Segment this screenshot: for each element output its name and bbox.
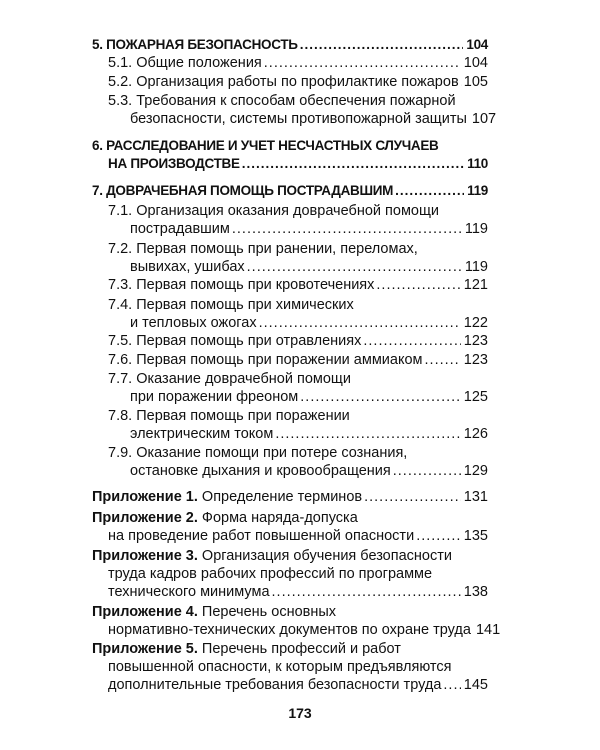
leader-dots bbox=[425, 351, 461, 369]
toc-entry-title-line-1: 7.4. Первая помощь при химических bbox=[108, 297, 354, 313]
toc-page-number: 104 bbox=[466, 37, 488, 52]
appendix-title-line-1: Организация обучения безопасности bbox=[201, 548, 452, 564]
toc-page-number: 145 bbox=[463, 677, 488, 693]
leader-dots bbox=[232, 220, 462, 238]
toc-entry-title-line-1: 6. РАССЛЕДОВАНИЕ И УЧЕТ НЕСЧАСТНЫХ СЛУЧАЕВ bbox=[92, 138, 439, 153]
toc-page-number: 138 bbox=[463, 584, 488, 600]
leader-dots bbox=[242, 155, 464, 173]
toc-page-number: 105 bbox=[463, 74, 488, 90]
toc-entry-title-line-2: при поражении фреоном bbox=[130, 389, 299, 405]
page-number: 173 bbox=[288, 705, 312, 721]
leader-dots bbox=[247, 258, 462, 276]
appendix-title: Определение терминов bbox=[201, 489, 363, 505]
toc-entry-title-line-2: вывихах, ушибах bbox=[130, 259, 245, 275]
leader-dots bbox=[363, 332, 460, 350]
toc-entry-title: 5.2. Организация работы по профилактике пожаров bbox=[108, 74, 459, 90]
leader-dots bbox=[300, 36, 464, 54]
leader-dots bbox=[443, 676, 460, 694]
toc-entry-title-line-2: НА ПРОИЗВОДСТВЕ bbox=[108, 156, 240, 171]
appendix-title-line-1: Перечень основных bbox=[201, 604, 337, 620]
toc-entry-title-line-1: 5.3. Требования к способам обеспечения пожарной bbox=[108, 93, 456, 109]
appendix-label: Приложение 5. bbox=[92, 641, 198, 657]
appendix-title-line-3: технического минимума bbox=[108, 584, 270, 600]
toc-page-number: 119 bbox=[464, 259, 488, 275]
appendix-label: Приложение 4. bbox=[92, 604, 198, 620]
leader-dots bbox=[416, 527, 461, 545]
appendix-title-line-2: повышенной опасности, к которым предъявляются bbox=[108, 659, 452, 675]
toc-page-number: 107 bbox=[471, 111, 497, 127]
toc-page-number: 119 bbox=[464, 221, 488, 237]
toc-entry-title-line-1: 7.8. Первая помощь при поражении bbox=[108, 408, 350, 424]
appendix-title-line-3: дополнительные требования безопасности труда bbox=[108, 677, 442, 693]
toc-page-number: 125 bbox=[463, 389, 488, 405]
toc-entry-title: 5. ПОЖАРНАЯ БЕЗОПАСНОСТЬ bbox=[92, 37, 298, 52]
leader-dots bbox=[376, 276, 460, 294]
toc-entry-title-line-1: 7.2. Первая помощь при ранении, переломах, bbox=[108, 241, 418, 257]
toc-page-number: 131 bbox=[463, 489, 488, 505]
toc-entry-title: 7.6. Первая помощь при поражении аммиаком bbox=[108, 352, 423, 368]
leader-dots bbox=[275, 425, 460, 443]
leader-dots bbox=[272, 583, 461, 601]
toc-entry-title-line-1: 7.1. Организация оказания доврачебной помощи bbox=[108, 203, 440, 219]
appendix-label: Приложение 3. bbox=[92, 548, 198, 564]
leader-dots bbox=[300, 388, 461, 406]
toc-entry-title-line-2: остановке дыхания и кровообращения bbox=[130, 463, 391, 479]
toc-entry-title-line-1: 7.7. Оказание доврачебной помощи bbox=[108, 371, 351, 387]
toc-entry-title-line-2: безопасности, системы противопожарной защиты bbox=[130, 111, 467, 127]
toc-page-number: 104 bbox=[463, 55, 488, 71]
leader-dots bbox=[264, 54, 461, 72]
toc-page-number: 135 bbox=[463, 528, 488, 544]
appendix-label: Приложение 1. bbox=[92, 489, 198, 505]
toc-page-number: 119 bbox=[467, 183, 488, 198]
appendix-title-line-2: труда кадров рабочих профессий по программе bbox=[108, 566, 433, 582]
toc-page-number: 126 bbox=[463, 426, 488, 442]
appendix-title-line-2: на проведение работ повышенной опасности bbox=[108, 528, 415, 544]
appendix-label: Приложение 2. bbox=[92, 510, 198, 526]
leader-dots bbox=[395, 182, 464, 200]
toc-page-number: 123 bbox=[463, 333, 488, 349]
toc-entry-title-line-2: и тепловых ожогах bbox=[130, 315, 257, 331]
toc-entry-title-line-2: пострадавшим bbox=[130, 221, 230, 237]
toc-page-number: 141 bbox=[475, 622, 501, 638]
appendix-title-line-1: Перечень профессий и работ bbox=[201, 641, 401, 657]
toc-entry-title-line-1: 7.9. Оказание помощи при потере сознания, bbox=[108, 445, 408, 461]
toc-page-number: 129 bbox=[463, 463, 488, 479]
toc-page-number: 122 bbox=[463, 315, 488, 331]
appendix-title-line-2: нормативно-технических документов по охране труда bbox=[108, 622, 471, 638]
toc-entry-title: 5.1. Общие положения bbox=[108, 55, 262, 71]
toc-entry-title-line-2: электрическим током bbox=[130, 426, 274, 442]
toc-entry-title: 7.3. Первая помощь при кровотечениях bbox=[108, 277, 375, 293]
toc-page-number: 123 bbox=[463, 352, 488, 368]
leader-dots bbox=[364, 488, 461, 506]
toc-page-number: 121 bbox=[463, 277, 488, 293]
appendix-title-line-1: Форма наряда-допуска bbox=[201, 510, 358, 526]
leader-dots bbox=[259, 314, 461, 332]
toc-page-number: 110 bbox=[467, 156, 488, 171]
toc-entry-title: 7.5. Первая помощь при отравлениях bbox=[108, 333, 362, 349]
leader-dots bbox=[393, 462, 461, 480]
toc-entry-title: 7. ДОВРАЧЕБНАЯ ПОМОЩЬ ПОСТРАДАВШИМ bbox=[92, 183, 394, 198]
